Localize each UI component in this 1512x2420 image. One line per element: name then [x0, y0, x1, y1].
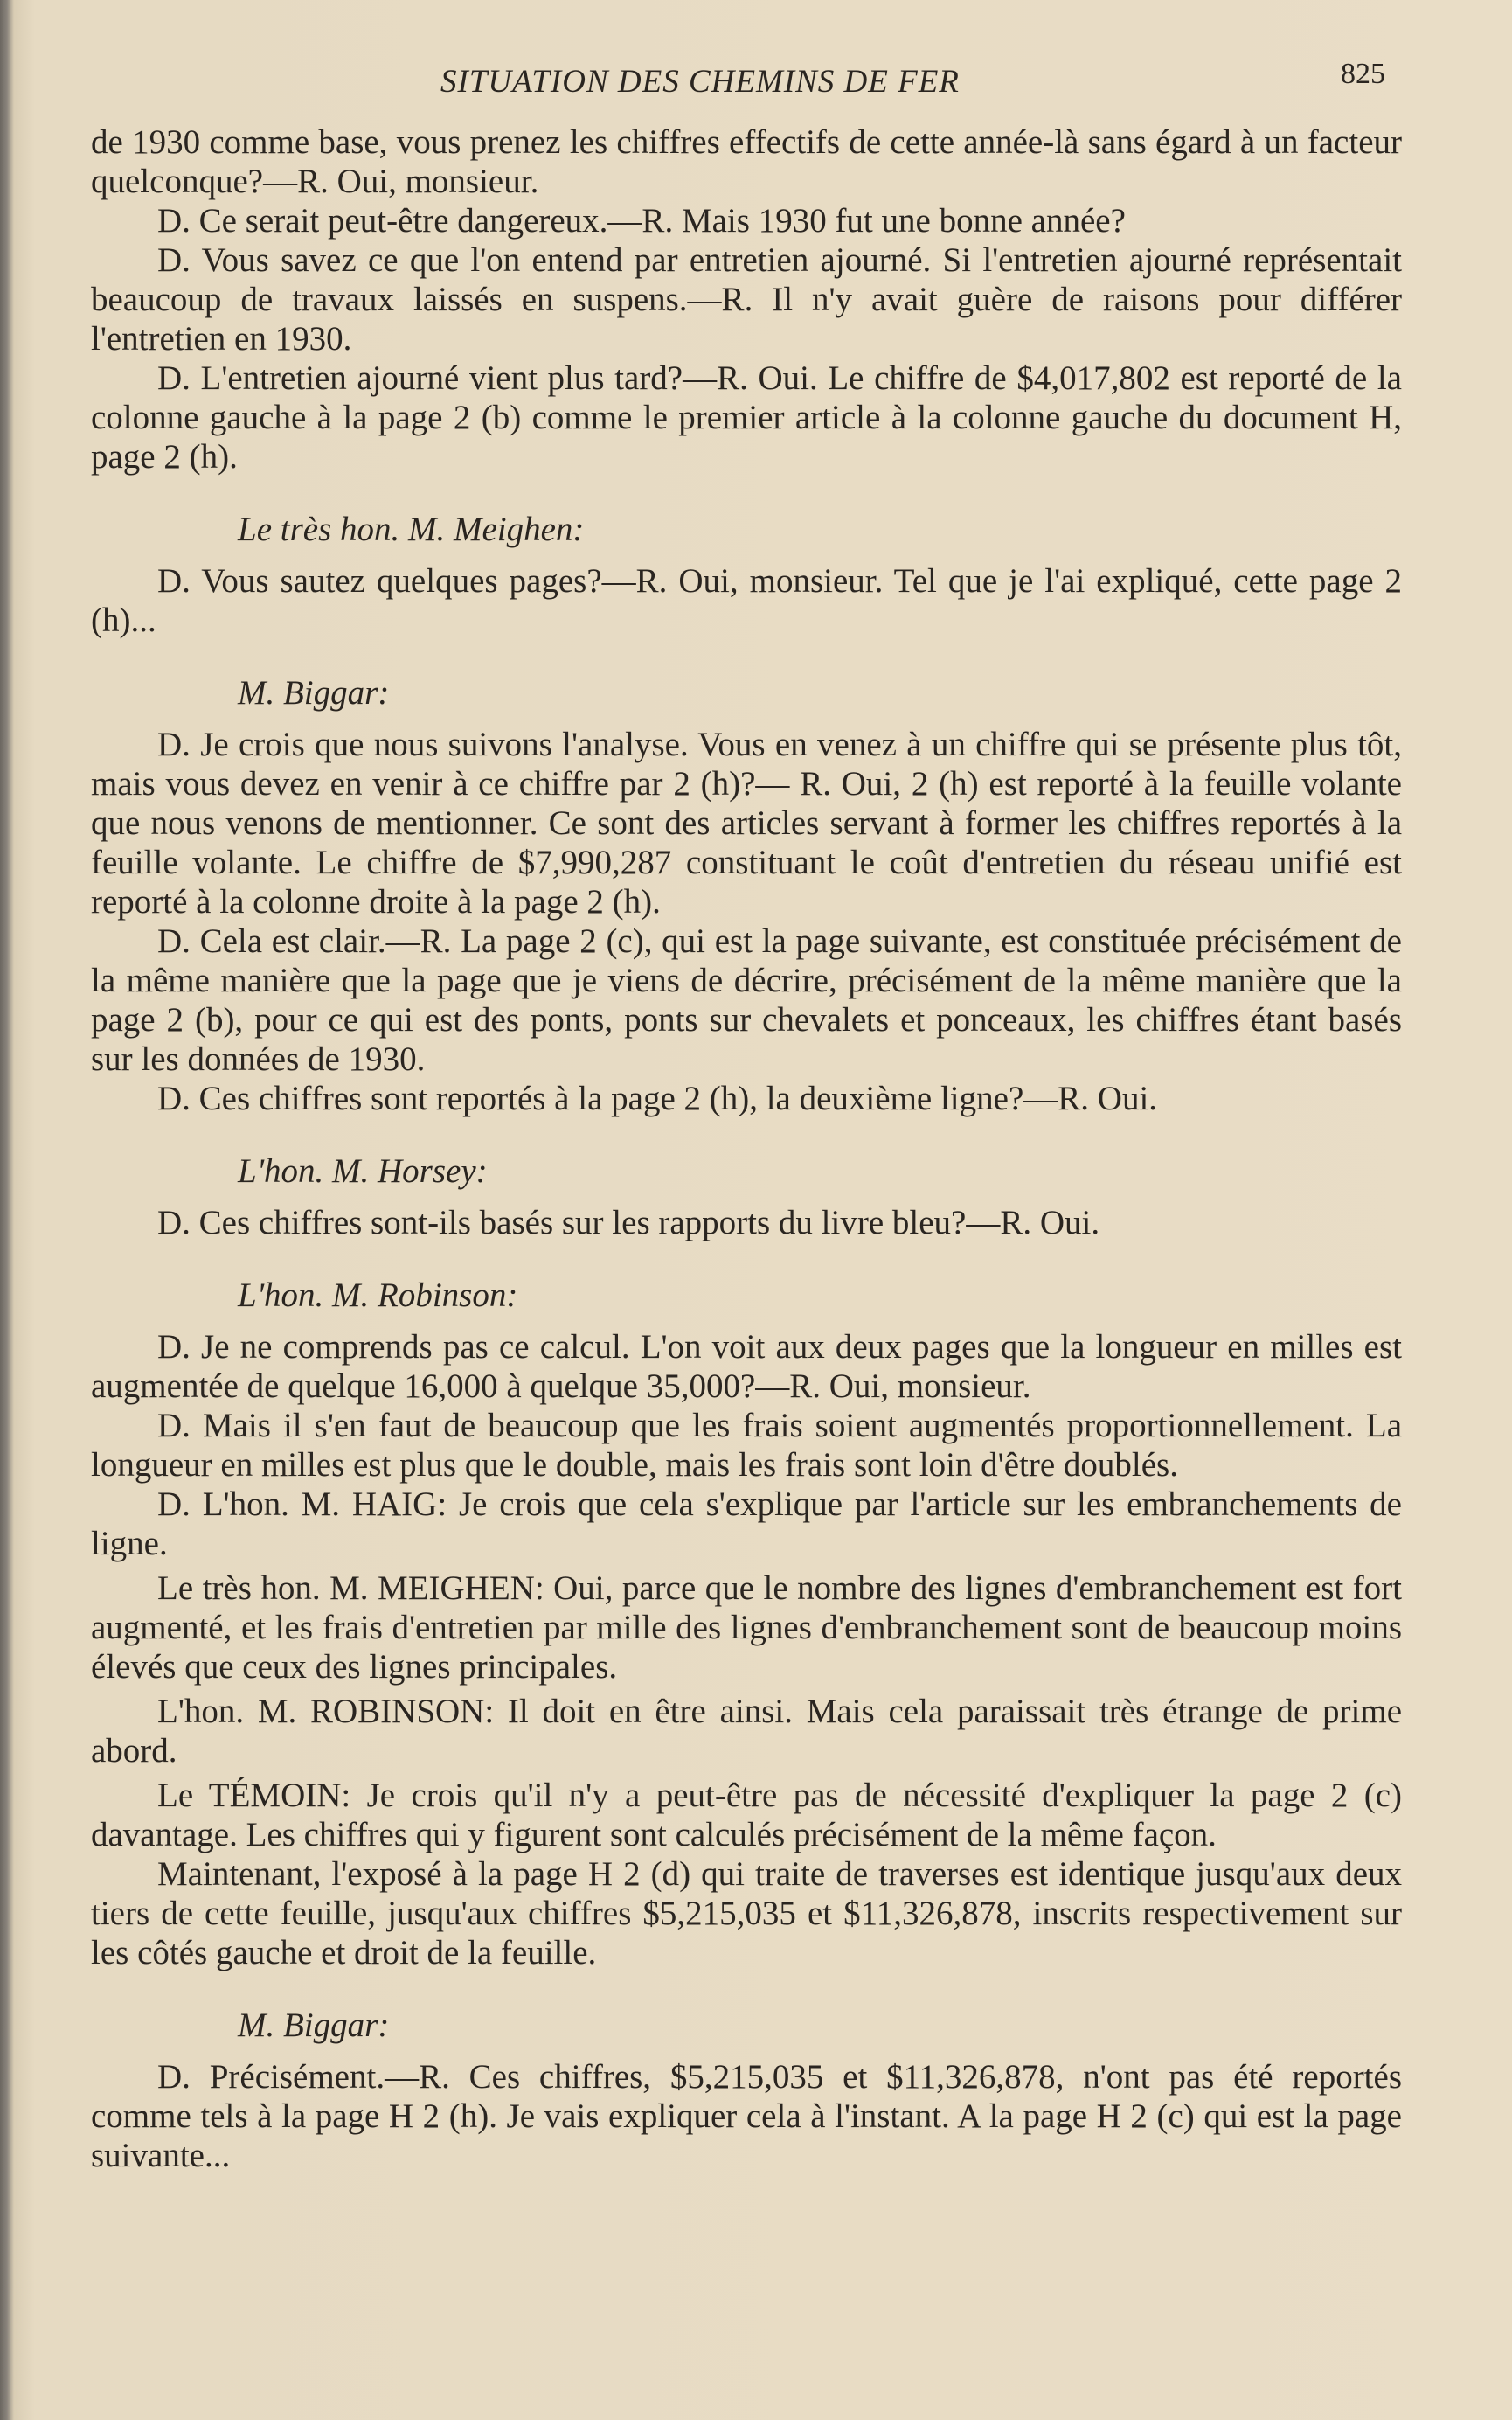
- paragraph: D. Je ne comprends pas ce calcul. L'on voit aux deux pages que la longueur en milles est augmentée de quelque 16,000 à quelque 35,000?—R. Oui, monsieur.: [91, 1328, 1402, 1405]
- speaker-heading: M. Biggar:: [238, 2006, 390, 2044]
- paragraph: D. Cela est clair.—R. La page 2 (c), qui est la page suivante, est constituée précisément de la même manière que la page que je viens de décrire, précisément de la même manière que la page 2 (b), pour ce qui est des ponts, ponts sur chevalets et ponceaux, les chiffres étant basés sur les données de 1930.: [91, 922, 1402, 1078]
- paragraph: Maintenant, l'exposé à la page H 2 (d) qui traite de traverses est identique jusqu'aux deux tiers de cette feuille, jusqu'aux chiffres $5,215,035 et $11,326,878, inscrits respectivement sur les côtés gauche et droit de la feuille.: [91, 1855, 1402, 1971]
- paragraph: de 1930 comme base, vous prenez les chiffres effectifs de cette année-là sans égard à un facteur quelconque?—R. Oui, monsieur.: [91, 123, 1402, 200]
- paragraph: D. Précisément.—R. Ces chiffres, $5,215,035 et $11,326,878, n'ont pas été reportés comme tels à la page H 2 (h). Je vais expliquer cela à l'instant. A la page H 2 (c) qui est la page suivante...: [91, 2058, 1402, 2174]
- speaker-heading: L'hon. M. Horsey:: [238, 1152, 488, 1190]
- page-header: [0, 58, 1512, 110]
- paragraph: Le très hon. M. MEIGHEN: Oui, parce que le nombre des lignes d'embranchement est fort augmenté, et les frais d'entretien par mille des lignes d'embranchement sont de beaucoup moins élevés que ceux des lignes principales.: [91, 1569, 1402, 1686]
- paragraph: D. L'entretien ajourné vient plus tard?—R. Oui. Le chiffre de $4,017,802 est reporté de la colonne gauche à la page 2 (b) comme le premier article à la colonne gauche du document H, page 2 (h).: [91, 359, 1402, 476]
- paragraph: D. Vous sautez quelques pages?—R. Oui, monsieur. Tel que je l'ai expliqué, cette page 2 (h)...: [91, 562, 1402, 639]
- paragraph: D. Je crois que nous suivons l'analyse. Vous en venez à un chiffre qui se présente plus tôt, mais vous devez en venir à ce chiffre par 2 (h)?— R. Oui, 2 (h) est reporté à la feuille volante que nous venons de mentionner. Ce sont des articles servant à former les chiffres reportés à la feuille volante. Le chiffre de $7,990,287 constituant le coût d'entretien du réseau unifié est reporté à la colonne droite à la page 2 (h).: [91, 726, 1402, 921]
- page-body: [91, 122, 1402, 2175]
- speaker-heading: Le très hon. M. Meighen:: [238, 511, 585, 548]
- paragraph: D. Ces chiffres sont reportés à la page 2 (h), la deuxième ligne?—R. Oui.: [157, 1080, 1158, 1117]
- paragraph: D. Ces chiffres sont-ils basés sur les rapports du livre bleu?—R. Oui.: [157, 1204, 1100, 1241]
- paragraph: D. Vous savez ce que l'on entend par entretien ajourné. Si l'entretien ajourné représentait beaucoup de travaux laissés en suspens.—R. Il n'y avait guère de raisons pour différer l'entretien en 1930.: [91, 241, 1402, 358]
- speaker-heading: L'hon. M. Robinson:: [238, 1276, 518, 1314]
- paragraph: L'hon. M. ROBINSON: Il doit en être ainsi. Mais cela paraissait très étrange de prime abord.: [91, 1693, 1402, 1770]
- page-number: 825: [1341, 58, 1385, 90]
- speaker-heading: M. Biggar:: [238, 674, 390, 712]
- paragraph: D. Ce serait peut-être dangereux.—R. Mais 1930 fut une bonne année?: [157, 202, 1126, 240]
- running-title: SITUATION DES CHEMINS DE FER: [440, 64, 960, 100]
- paragraph: D. Mais il s'en faut de beaucoup que les frais soient augmentés proportionnellement. La longueur en milles est plus que le double, mais les frais sont loin d'être doublés.: [91, 1407, 1402, 1484]
- paragraph: D. L'hon. M. HAIG: Je crois que cela s'explique par l'article sur les embranchements de ligne.: [91, 1485, 1402, 1562]
- paragraph: Le TÉMOIN: Je crois qu'il n'y a peut-être pas de nécessité d'expliquer la page 2 (c) davantage. Les chiffres qui y figurent sont calculés précisément de la même façon.: [91, 1777, 1402, 1853]
